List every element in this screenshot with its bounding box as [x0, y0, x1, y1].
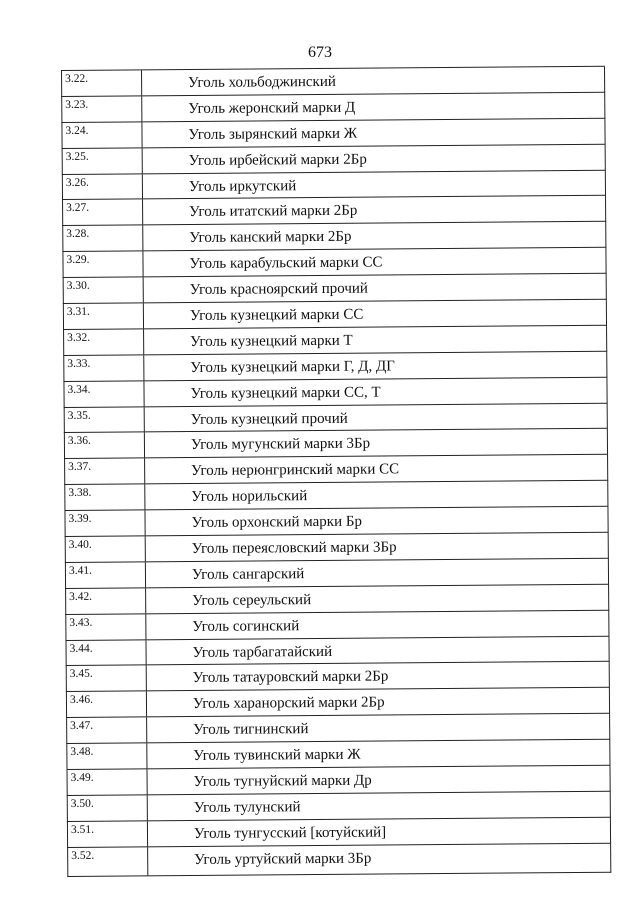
row-number: 3.34. [64, 381, 144, 407]
row-coal-name: Уголь жеронский марки Д [188, 99, 356, 117]
row-number: 3.43. [66, 614, 146, 640]
coal-table [61, 66, 611, 877]
row-coal-name: Уголь тигнинский [193, 721, 309, 739]
row-number: 3.26. [63, 174, 143, 200]
row-number: 3.31. [64, 303, 144, 329]
row-coal-name: Уголь зырянский марки Ж [188, 125, 358, 143]
row-number: 3.36. [65, 433, 145, 459]
row-coal-name: Уголь тугнуйский марки Др [193, 772, 372, 791]
row-coal-name: Уголь красноярский прочий [189, 280, 368, 299]
row-coal-name: Уголь сереульский [192, 591, 312, 609]
row-coal-name: Уголь харанорский марки 2Бр [192, 694, 385, 713]
row-coal-name: Уголь канский марки 2Бр [189, 229, 352, 247]
row-coal-name: Уголь нерюнгринский марки СС [191, 461, 400, 480]
row-number: 3.42. [66, 588, 146, 614]
row-coal-name: Уголь карабульский марки СС [189, 254, 383, 273]
row-number: 3.23. [62, 96, 142, 122]
row-coal-name: Уголь переясловский марки 3Бр [191, 539, 397, 558]
row-number: 3.32. [64, 329, 144, 355]
row-number: 3.50. [68, 795, 148, 821]
row-coal-name: Уголь норильский [191, 488, 308, 506]
row-number: 3.22. [62, 70, 142, 96]
row-coal-name: Уголь согинский [192, 617, 300, 635]
row-coal-name: Уголь орхонский марки Бр [191, 513, 363, 532]
page-number: 673 [308, 44, 332, 61]
row-coal-name: Уголь тулунский [193, 799, 301, 816]
row-coal-name: Уголь мугунский марки 3Бр [190, 436, 371, 454]
row-number: 3.27. [63, 200, 143, 226]
row-coal-name: Уголь тунгусский [котуйский] [193, 824, 387, 842]
row-number: 3.40. [66, 536, 146, 562]
row-coal-name: Уголь кузнецкий марки СС [189, 306, 364, 325]
row-coal-name: Уголь кузнецкий марки Г, Д, ДГ [190, 358, 395, 376]
row-coal-name: Уголь итатский марки 2Бр [189, 203, 358, 221]
row-number: 3.41. [66, 562, 146, 588]
row-number: 3.49. [67, 769, 147, 795]
row-coal-name: Уголь тарбагатайский [192, 643, 333, 661]
row-number: 3.25. [63, 148, 143, 174]
row-coal-name: Уголь иркутский [188, 177, 297, 195]
row-number: 3.47. [67, 718, 147, 744]
row-coal-name: Уголь хольбоджинский [188, 73, 336, 92]
row-number: 3.39. [65, 510, 145, 536]
row-number: 3.24. [62, 122, 142, 148]
row-number: 3.29. [63, 252, 143, 278]
row-coal-name: Уголь ирбейский марки 2Бр [188, 151, 367, 169]
row-number: 3.28. [63, 226, 143, 252]
row-coal-name: Уголь уртуйский марки 3Бр [194, 850, 372, 868]
row-number: 3.45. [67, 666, 147, 692]
row-coal-name: Уголь татауровский марки 2Бр [192, 668, 389, 687]
row-number: 3.33. [64, 355, 144, 381]
row-number: 3.44. [66, 640, 146, 666]
row-coal-name: Уголь тувинский марки Ж [193, 746, 361, 765]
row-coal-name: Уголь кузнецкий прочий [190, 410, 348, 428]
row-coal-name: Уголь кузнецкий марки СС, Т [190, 384, 381, 402]
row-number: 3.35. [65, 407, 145, 433]
row-number: 3.46. [67, 692, 147, 718]
table-row [67, 843, 611, 876]
row-number: 3.30. [64, 277, 144, 303]
row-number: 3.37. [65, 459, 145, 485]
row-number: 3.48. [67, 743, 147, 769]
row-coal-name: Уголь сангарский [191, 566, 305, 583]
row-coal-name: Уголь кузнецкий марки Т [190, 332, 353, 350]
row-number: 3.52. [68, 847, 148, 876]
row-number: 3.38. [65, 485, 145, 511]
row-number: 3.51. [68, 821, 148, 847]
